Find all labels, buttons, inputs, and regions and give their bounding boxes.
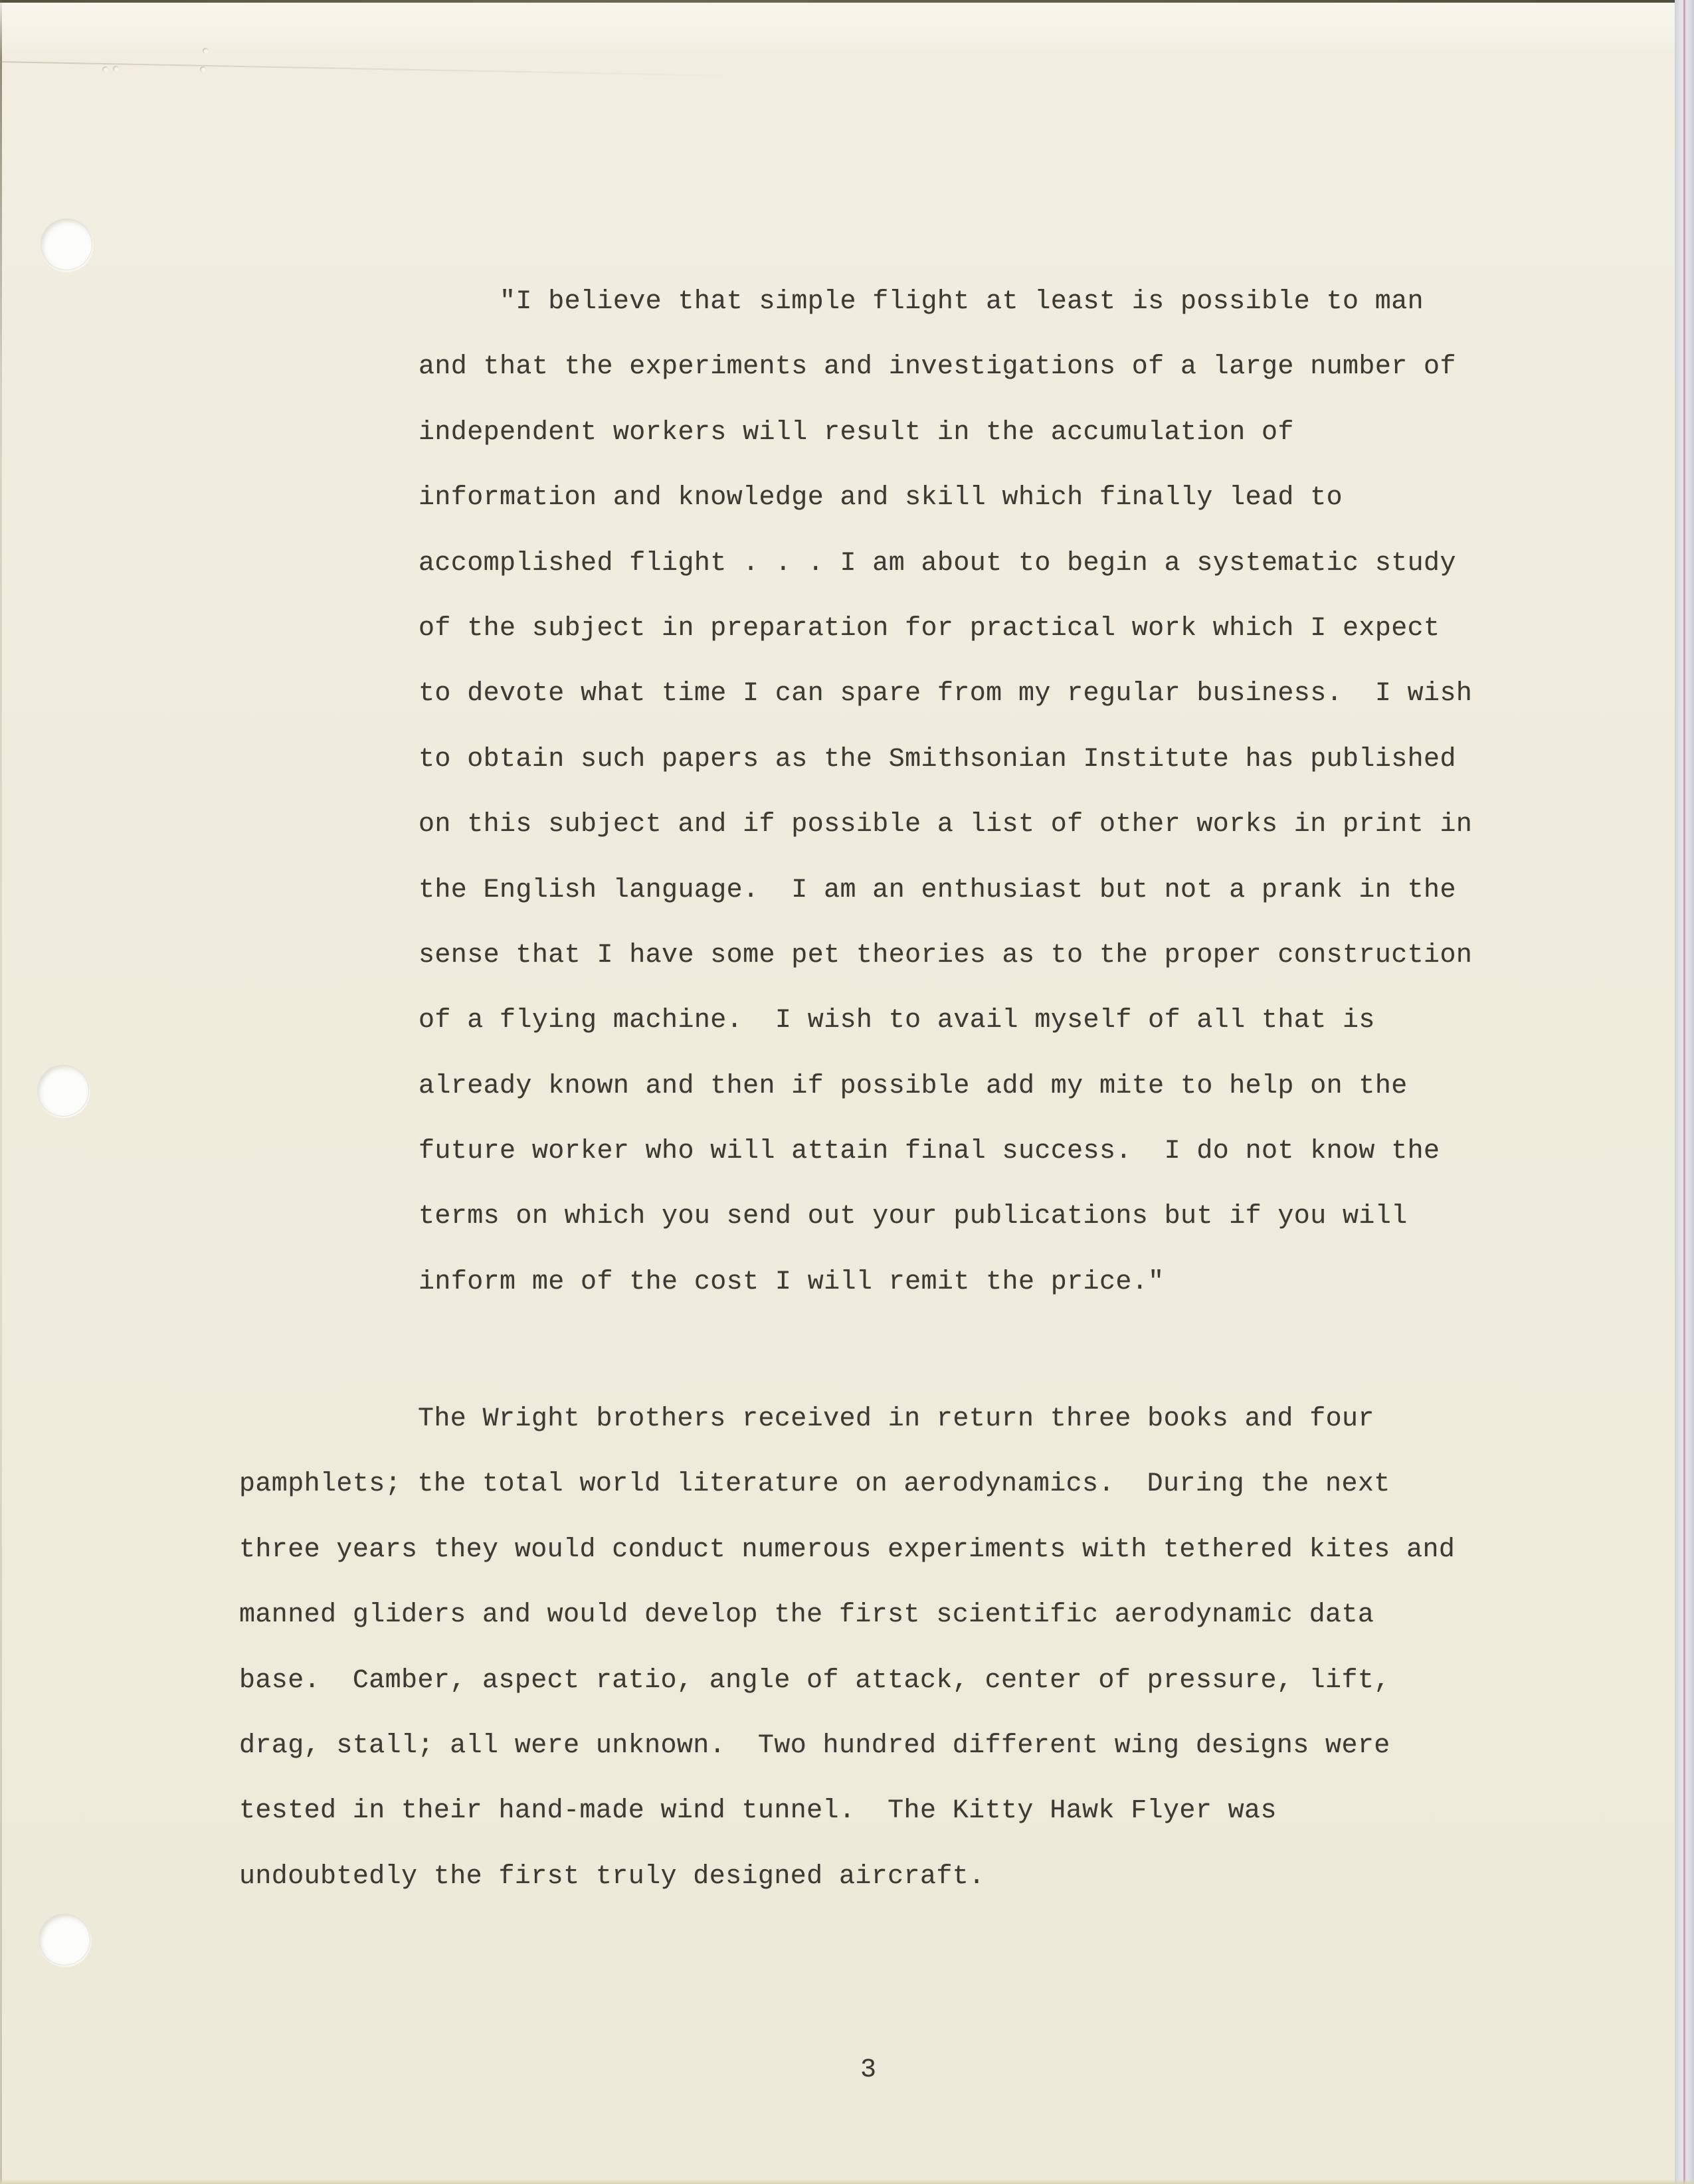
staple-mark — [102, 66, 108, 72]
text-line: "I believe that simple flight at least is possible to man — [500, 287, 1424, 317]
body-paragraph — [239, 1387, 1528, 1910]
text-line: tested in their hand-made wind tunnel. The Kitty Hawk Flyer was — [239, 1796, 1277, 1827]
text-line: pamphlets; the total world literature on aerodynamics. During the next — [239, 1469, 1390, 1500]
text-line: the English language. I am an enthusiast but not a prank in the — [419, 875, 1456, 905]
text-line: already known and then if possible add my mite to help on the — [419, 1071, 1408, 1101]
text-line: The Wright brothers received in return three books and four — [418, 1404, 1374, 1434]
hole-punch — [41, 219, 92, 270]
paper-fold-highlight — [0, 3, 1694, 60]
page-number: 3 — [860, 2055, 876, 2085]
text-line: manned gliders and would develop the first scientific aerodynamic data — [239, 1600, 1374, 1631]
staple-mark — [200, 66, 206, 72]
text-line: of the subject in preparation for practical work which I expect — [419, 613, 1440, 644]
text-line: undoubtedly the first truly designed aircraft. — [239, 1861, 985, 1892]
staple-mark — [113, 66, 119, 72]
hole-punch — [39, 1914, 90, 1965]
text-line: information and knowledge and skill which finally lead to — [419, 483, 1343, 513]
text-line: and that the experiments and investigations of a large number of — [419, 352, 1456, 383]
scanner-pink-line — [1683, 0, 1685, 2184]
scan-left-edge — [0, 0, 2, 2184]
text-line: of a flying machine. I wish to avail myself of all that is — [419, 1006, 1375, 1036]
text-line: drag, stall; all were unknown. Two hundred different wing designs were — [239, 1730, 1390, 1761]
quote-block — [419, 270, 1508, 1315]
text-line: accomplished flight . . . I am about to begin a systematic study — [419, 548, 1456, 579]
text-line: to devote what time I can spare from my regular business. I wish — [419, 679, 1473, 709]
text-line: three years they would conduct numerous experiments with tethered kites and — [239, 1534, 1456, 1565]
scan-bottom-edge — [0, 2179, 1694, 2184]
text-line: inform me of the cost I will remit the price." — [419, 1267, 1165, 1297]
scanner-margin-band — [1675, 0, 1694, 2184]
text-line: base. Camber, aspect ratio, angle of attack, center of pressure, lift, — [239, 1665, 1390, 1696]
text-line: terms on which you send out your publications but if you will — [419, 1202, 1408, 1232]
text-line: on this subject and if possible a list of other works in print in — [419, 810, 1473, 840]
text-line: independent workers will result in the accumulation of — [419, 417, 1294, 448]
hole-punch — [37, 1065, 89, 1117]
staple-mark — [203, 48, 209, 54]
text-line: sense that I have some pet theories as to the proper construction — [419, 940, 1473, 970]
text-line: future worker who will attain final success. I do not know the — [419, 1137, 1440, 1167]
text-line: to obtain such papers as the Smithsonian Institute has published — [419, 744, 1456, 774]
